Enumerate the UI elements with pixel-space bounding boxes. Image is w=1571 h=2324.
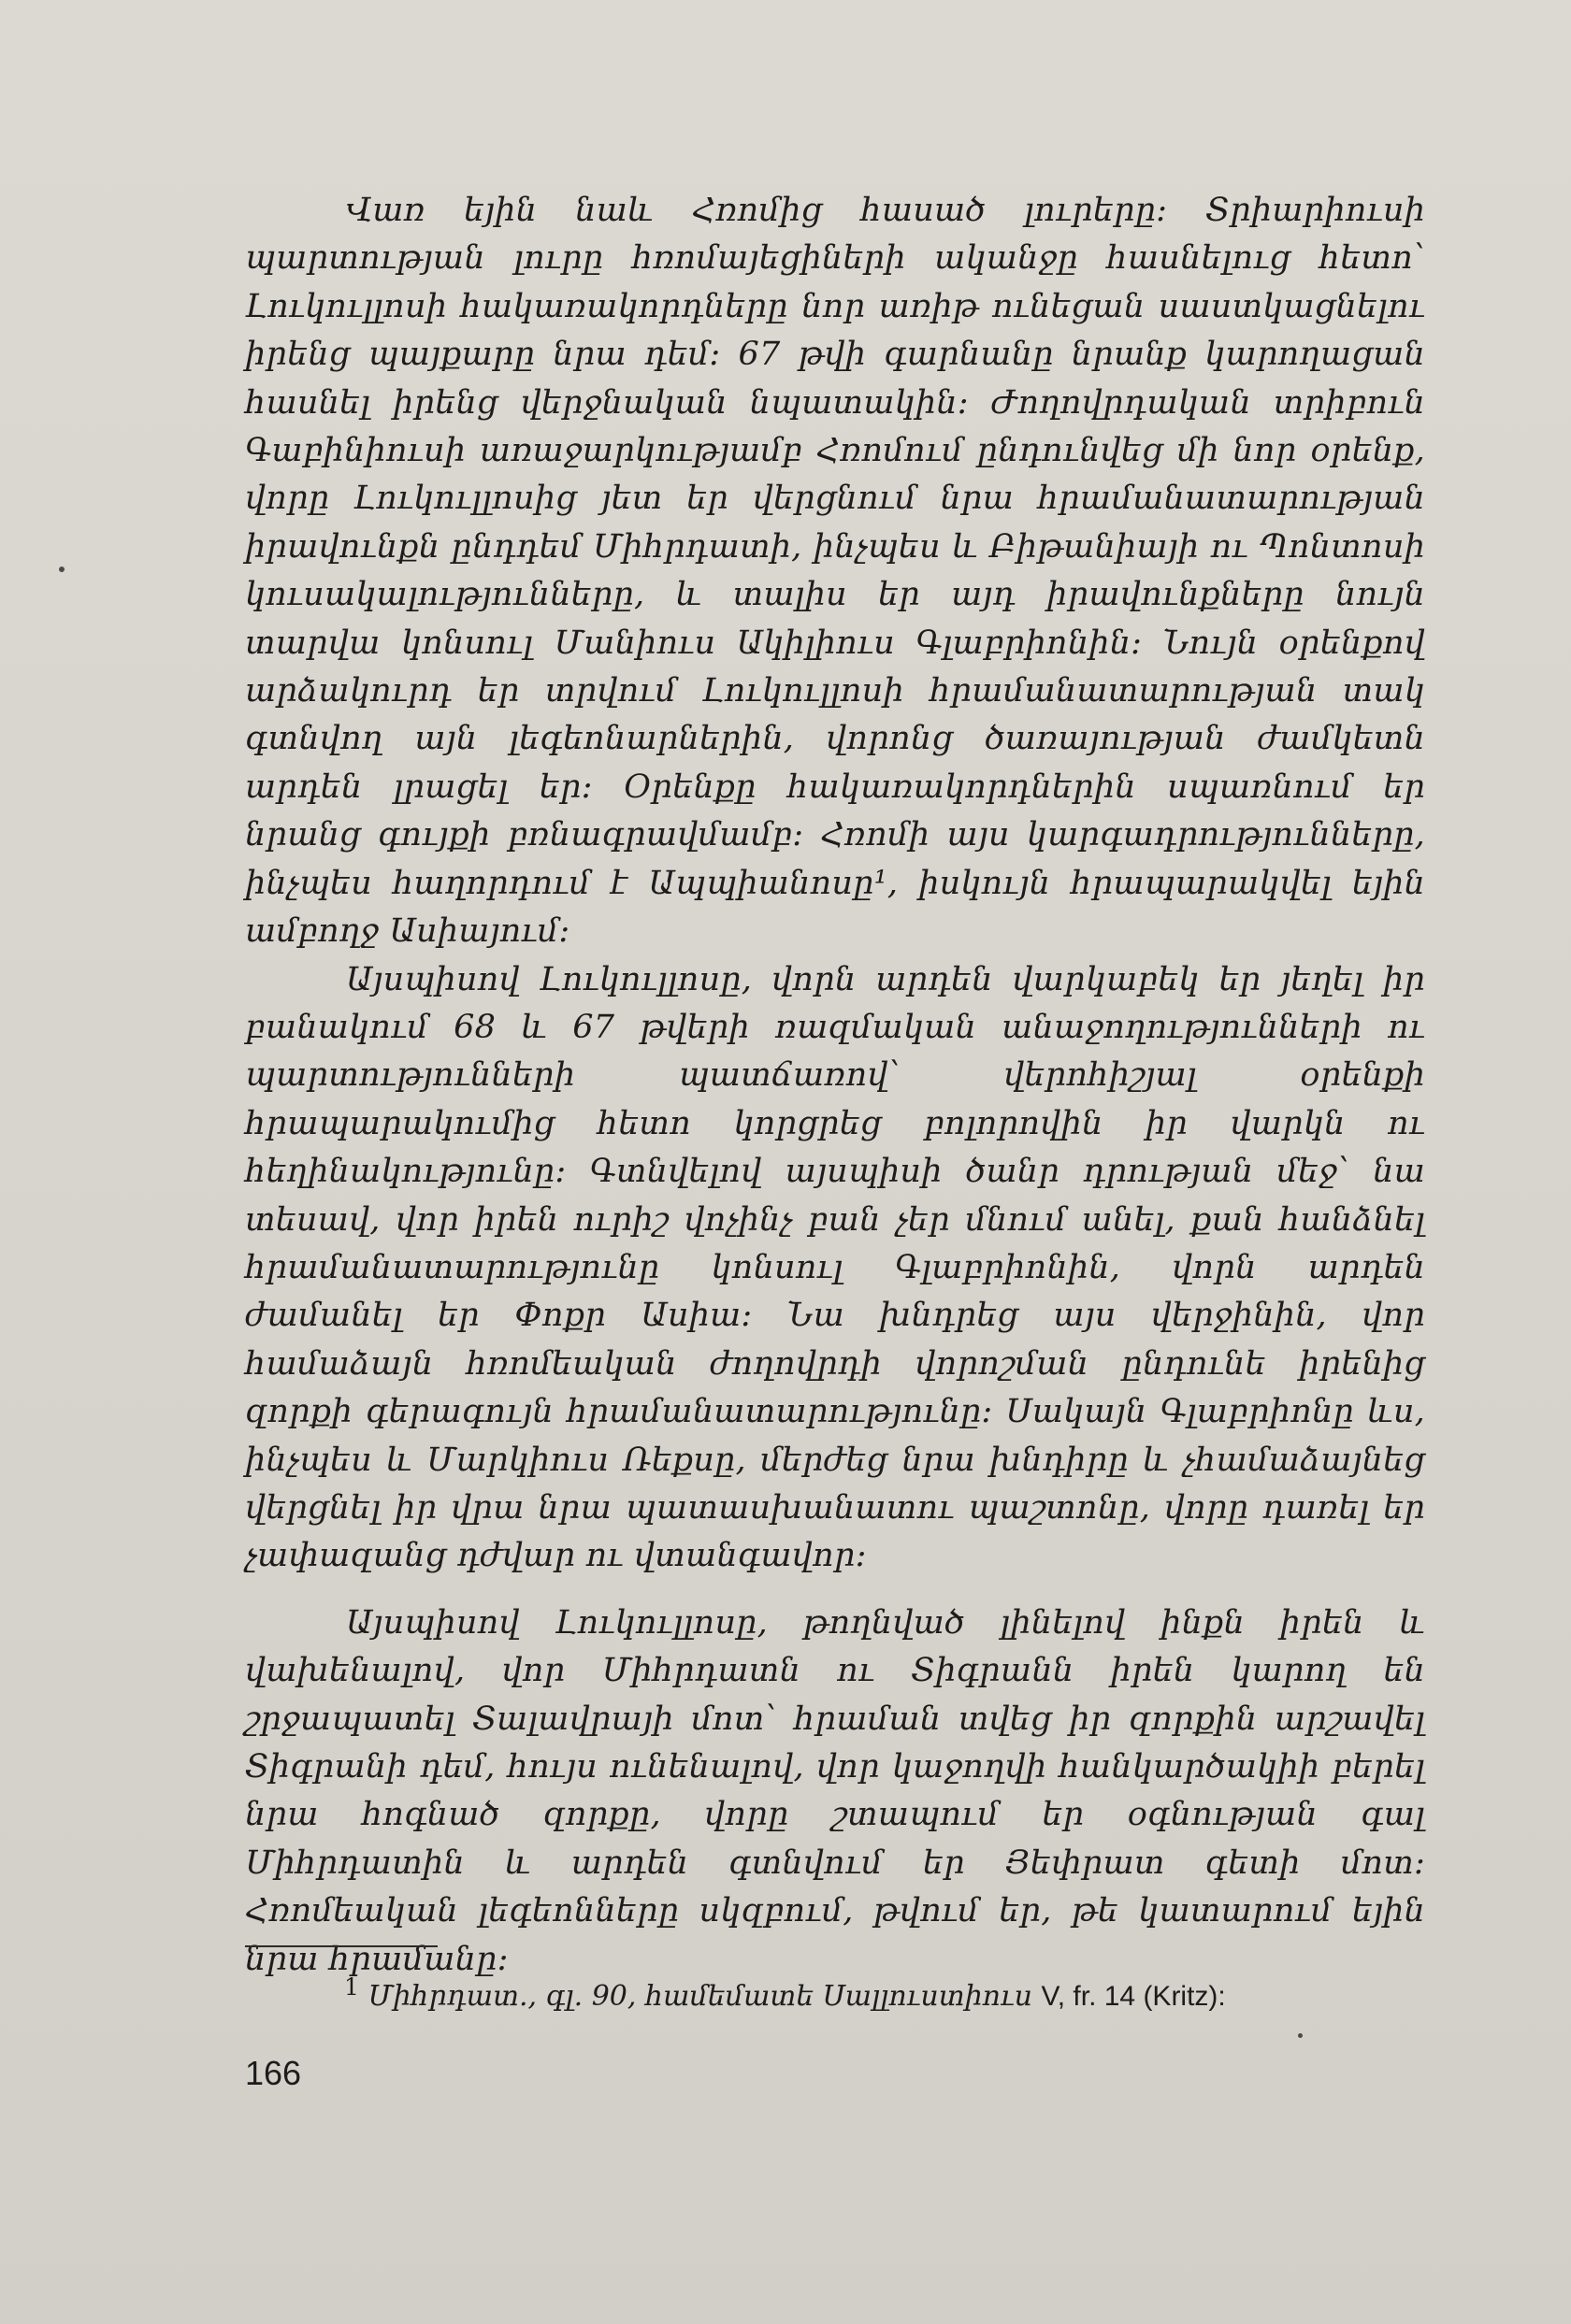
body-text: [245, 187, 1425, 1984]
footnote-citation: Միհրդատ., գլ. 90, համեմատե Սալլուստիուս: [368, 1980, 1032, 2013]
footnote-reference: V, fr. 14 (Kritz):: [1041, 1981, 1226, 2012]
page-number: 166: [245, 2054, 302, 2092]
paragraph-1: Վառ եյին նաև Հռոմից հասած լուրերը: Տրիարիուսի պարտության լուրը հռոմայեցիների ականջը հասնելուց հետո՝ Լուկուլլոսի հակառակորդները նոր առիթ ունեցան սաստկացնելու իրենց պայքարը նրա դեմ: 67 թվի գարնանը նրանք կարողացան հասնել իրենց վերջնական նպատակին: Ժողովրդական տրիբուն Գաբինիուսի առաջարկությամբ Հռոմում ընդունվեց մի նոր օրենք, վորը Լուկուլլոսից յետ եր վերցնում նրա հրամանատարության իրավունքն ընդդեմ Միհրդատի, ինչպես և Բիթանիայի ու Պոնտոսի կուսակալությունները, և տալիս եր այդ իրավունքները նույն տարվա կոնսուլ Մանիուս Ակիլիուս Գլաբրիոնին: Նույն օրենքով արձակուրդ եր տրվում Լուկուլլոսի հրամանատարության տակ գտնվող այն լեգեոնարներին, վորոնց ծառայության ժամկետն արդեն լրացել եր: Օրենքը հակառակորդներին սպառնում եր նրանց գույքի բռնագրավմամբ: Հռոմի այս կարգադրությունները, ինչպես հաղորդում է Ապպիանոսը¹, իսկույն հրապարակվել եյին ամբողջ Ասիայում:: [245, 192, 1425, 951]
footnote-divider: [245, 1945, 438, 1947]
paragraph-3: Այսպիսով Լուկուլլոսը, թողնված լինելով ինքն իրեն և վախենալով, վոր Միհրդատն ու Տիգրանն իրեն կարող են շրջապատել Տալավրայի մոտ՝ հրաման տվեց իր զորքին արշավել Տիգրանի դեմ, հույս ունենալով, վոր կաջողվի հանկարծակիի բերել նրա հոգնած զորքը, վորը շտապում եր օգնության գալ Միհրդատին և արդեն գտնվում եր Յեփրատ գետի մոտ: Հռոմեական լեգեոնները սկզբում, թվում եր, թե կատարում եյին նրա հրամանը:: [245, 1603, 1425, 1978]
paper-speck: [1298, 2033, 1303, 2038]
footnote-marker: 1: [344, 1973, 359, 2001]
paragraph-2: Այսպիսով Լուկուլլոսը, վորն արդեն վարկաբեկ եր յեղել իր բանակում 68 և 67 թվերի ռազմական անաջողությունների ու պարտությունների պատճառով՝ վերոհիշյալ օրենքի հրապարակումից հետո կորցրեց բոլորովին իր վարկն ու հեղինակությունը: Գտնվելով այսպիսի ծանր դրության մեջ՝ նա տեսավ, վոր իրեն ուրիշ վոչինչ բան չեր մնում անել, քան հանձնել հրամանատարությունը կոնսուլ Գլաբրիոնին, վորն արդեն ժամանել եր Փոքր Ասիա: Նա խնդրեց այս վերջինին, վոր համաձայն հռոմեական ժողովրդի վորոշման ընդունե իրենից զորքի գերագույն հրամանատարությունը: Սակայն Գլաբրիոնը ևս, ինչպես և Մարկիուս Ռեքսը, մերժեց նրա խնդիրը և չհամաձայնեց վերցնել իր վրա նրա պատասխանատու պաշտոնը, վորը դառել եր չափազանց դժվար ու վտանգավոր:: [245, 960, 1425, 1575]
footnote: [344, 1969, 1425, 2016]
paper-speck: [59, 567, 65, 572]
